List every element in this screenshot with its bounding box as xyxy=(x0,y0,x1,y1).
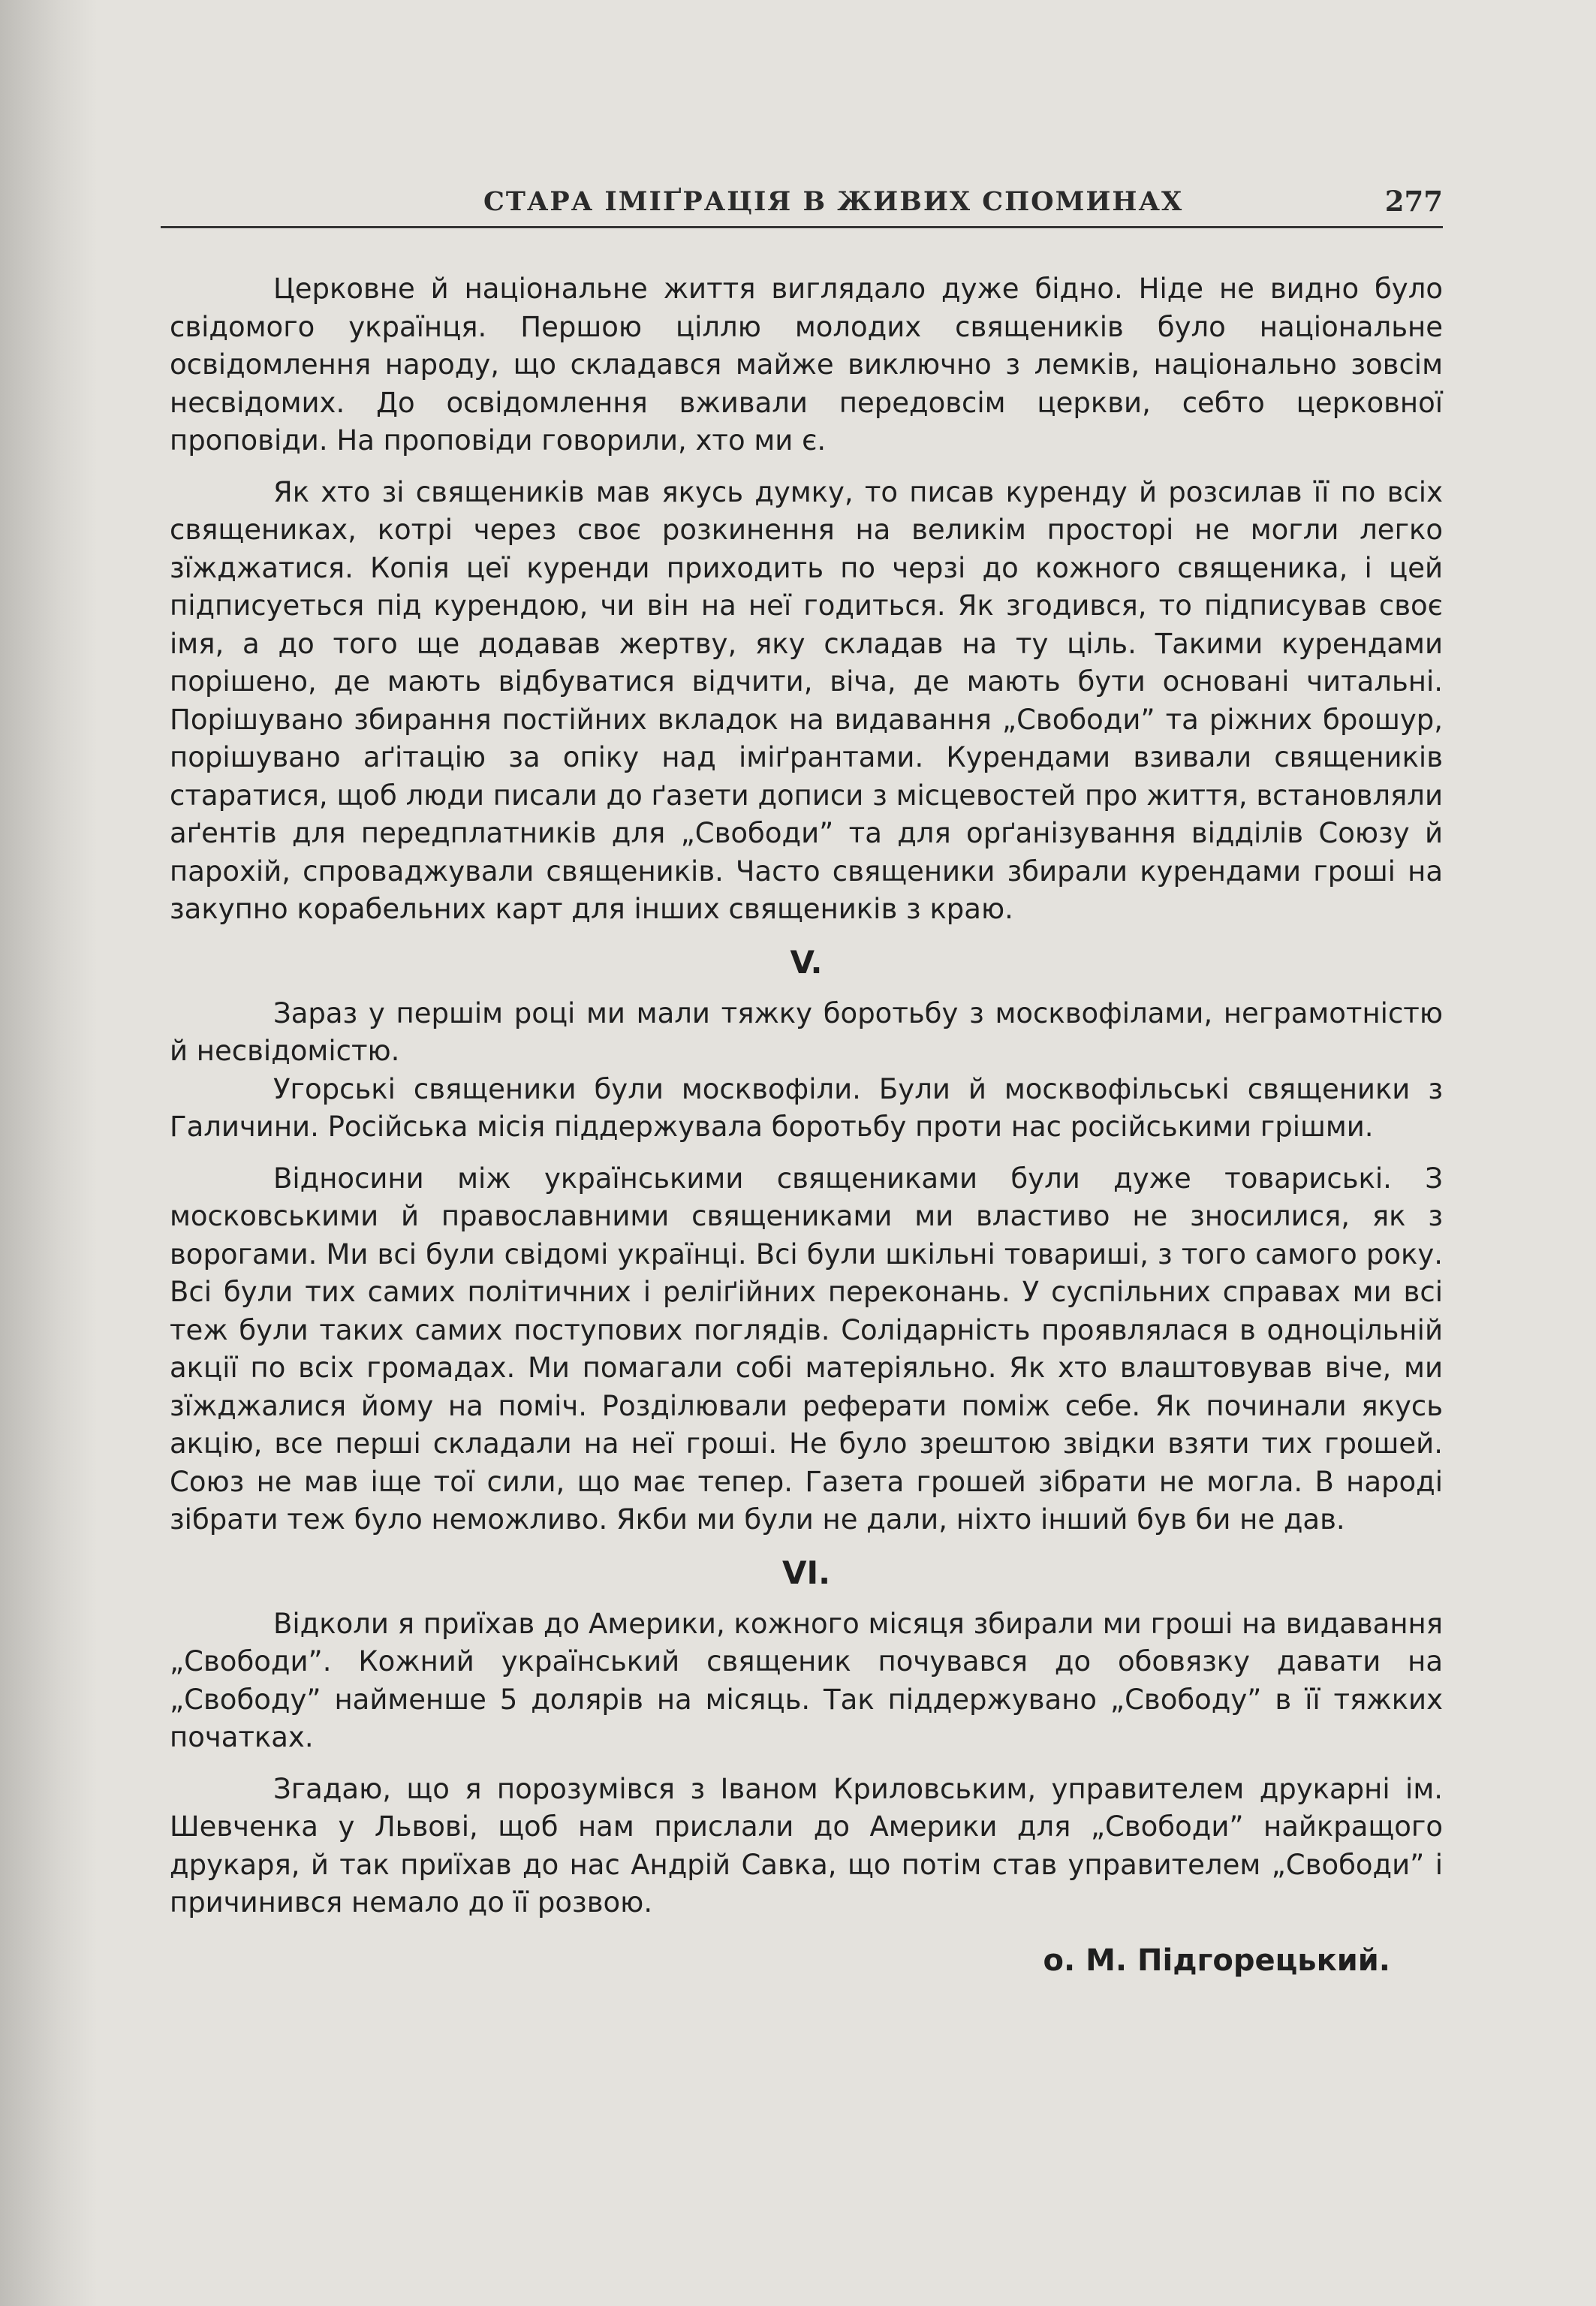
running-title: СТАРА ІМІҐРАЦІЯ В ЖИВИХ СПОМИНАХ xyxy=(483,186,1184,217)
section-heading-vi: VI. xyxy=(781,1554,831,1591)
paragraph-6: Відколи я приїхав до Америки, кожного місяця збирали ми гроші на видавання „Свободи”. Кожний український священик почувався до обовязку давати на „Свободу” найменше 5 долярів на місяць. Так піддержувано „Свободу” в її тяжких початках. xyxy=(170,1607,1443,1753)
paragraph-7: Згадаю, що я порозумівся з Іваном Криловським, управителем друкарні ім. Шевченка у Львові, щоб нам прислали до Америки для „Свободи” найкращого друкаря, й так приїхав до нас Андрій Савка, що потім став управителем „Свободи” і причинився немало до її розвою. xyxy=(170,1772,1443,1919)
paragraph-5: Відносини між українськими священиками були дуже товариські. З московськими й православними священиками ми властиво не зносилися, як з ворогами. Ми всі були свідомі українці. Всі були шкільні товариші, з того самого року. Всі були тих самих політичних і реліґійних переконань. У суспільних справах ми всі теж були таких самих поступових поглядів. Солідарність проявлялася в одноцільній акції по всіх громадах. Ми помагали собі матеріяльно. Як хто влаштовував віче, ми зїжджалися йому на поміч. Розділювали реферати поміж себе. Як починали якусь акцію, все перші складали на неї гроші. Не було зрештою звідки взяти тих грошей. Союз не мав іще тої сили, що має тепер. Газета грошей зібрати не могла. В народі зібрати теж було неможливо. Якби ми були не дали, ніхто інший був би не дав. xyxy=(170,1162,1443,1536)
paragraph-3: Зараз у першім році ми мали тяжку боротьбу з москвофілами, неграмотністю й несвідомістю. xyxy=(170,996,1443,1067)
header-rule xyxy=(161,226,1443,228)
page-header xyxy=(161,179,1443,228)
spine-shadow xyxy=(0,0,98,2306)
article-body xyxy=(170,270,1443,1979)
paragraph-2: Як хто зі священиків мав якусь думку, то писав куренду й розсилав її по всіх священиках, котрі через своє розкинення на великім просторі не могли легко зїжджатися. Копія цеї куренди приходить по черзі до кожного священика, і цей підписуеться під курендою, чи він на неї годиться. Як згодився, то підписував своє імя, а до того ще додавав жертву, яку складав на ту ціль. Такими курендами порішено, де мають відбуватися відчити, віча, де мають бути основані читальні. Порішувано збирання постійних вкладок на видавання „Свободи” та ріжних брошур, порішувано аґітацію за опіку над іміґрантами. Курендами взивали священиків старатися, щоб люди писали до ґазети дописи з місцевостей про життя, встановляли аґентів для передплатників для „Свободи” та для орґанізування відділів Союзу й парохій, спроваджували священиків. Часто священики збирали курендами гроші на закупно корабельних карт для інших священиків з краю. xyxy=(170,475,1443,925)
section-heading-v: V. xyxy=(790,943,823,981)
author-signature: о. М. Підгорецький. xyxy=(1043,1943,1390,1978)
paragraph-1: Церковне й національне життя виглядало дуже бідно. Ніде не видно було свідомого українця. Першою ціллю молодих священиків було національне освідомлення народу, що складався майже виключно з лемків, національно зовсім несвідомих. До освідомлення вживали передовсім церкви, себто церковної проповіди. На проповіди говорили, хто ми є. xyxy=(170,273,1443,457)
paragraph-4: Угорські священики були москвофіли. Були й москвофільські священики з Галичини. Російська місія піддержувала боротьбу проти нас російськими грішми. xyxy=(170,1072,1443,1143)
page-number: 277 xyxy=(1384,185,1443,218)
